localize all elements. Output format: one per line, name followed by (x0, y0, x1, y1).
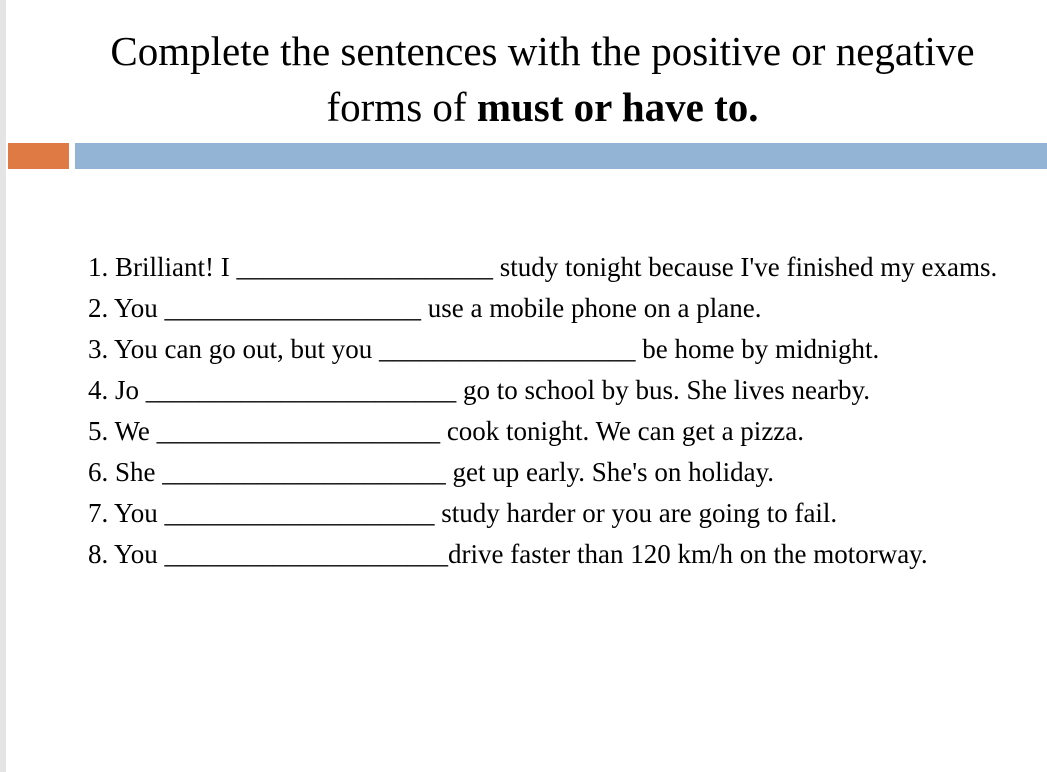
slide-title-plain: Complete the sentences with the positive or negative forms of (110, 28, 975, 130)
exercise-item: 7. You ____________________ study harder or you are going to fail. (88, 498, 838, 528)
slide-left-edge (0, 0, 6, 772)
exercise-list (88, 252, 1018, 580)
exercise-item: 3. You can go out, but you ___________________ be home by midnight. (88, 334, 880, 364)
exercise-item: 4. Jo _______________________ go to school by bus. She lives nearby. (88, 375, 870, 405)
slide-title (80, 23, 1005, 135)
exercise-item: 1. Brilliant! I ___________________ study tonight because I've finished my exams. (88, 252, 998, 282)
exercise-item: 2. You ___________________ use a mobile phone on a plane. (88, 293, 762, 323)
exercise-item: 8. You _____________________drive faster than 120 km/h on the motorway. (88, 539, 928, 569)
exercise-item: 6. She _____________________ get up early. She's on holiday. (88, 457, 775, 487)
accent-bar-orange (8, 143, 69, 169)
accent-bar-blue (75, 143, 1047, 169)
slide-title-bold: must or have to. (476, 84, 759, 130)
exercise-item: 5. We _____________________ cook tonight. We can get a pizza. (88, 416, 805, 446)
